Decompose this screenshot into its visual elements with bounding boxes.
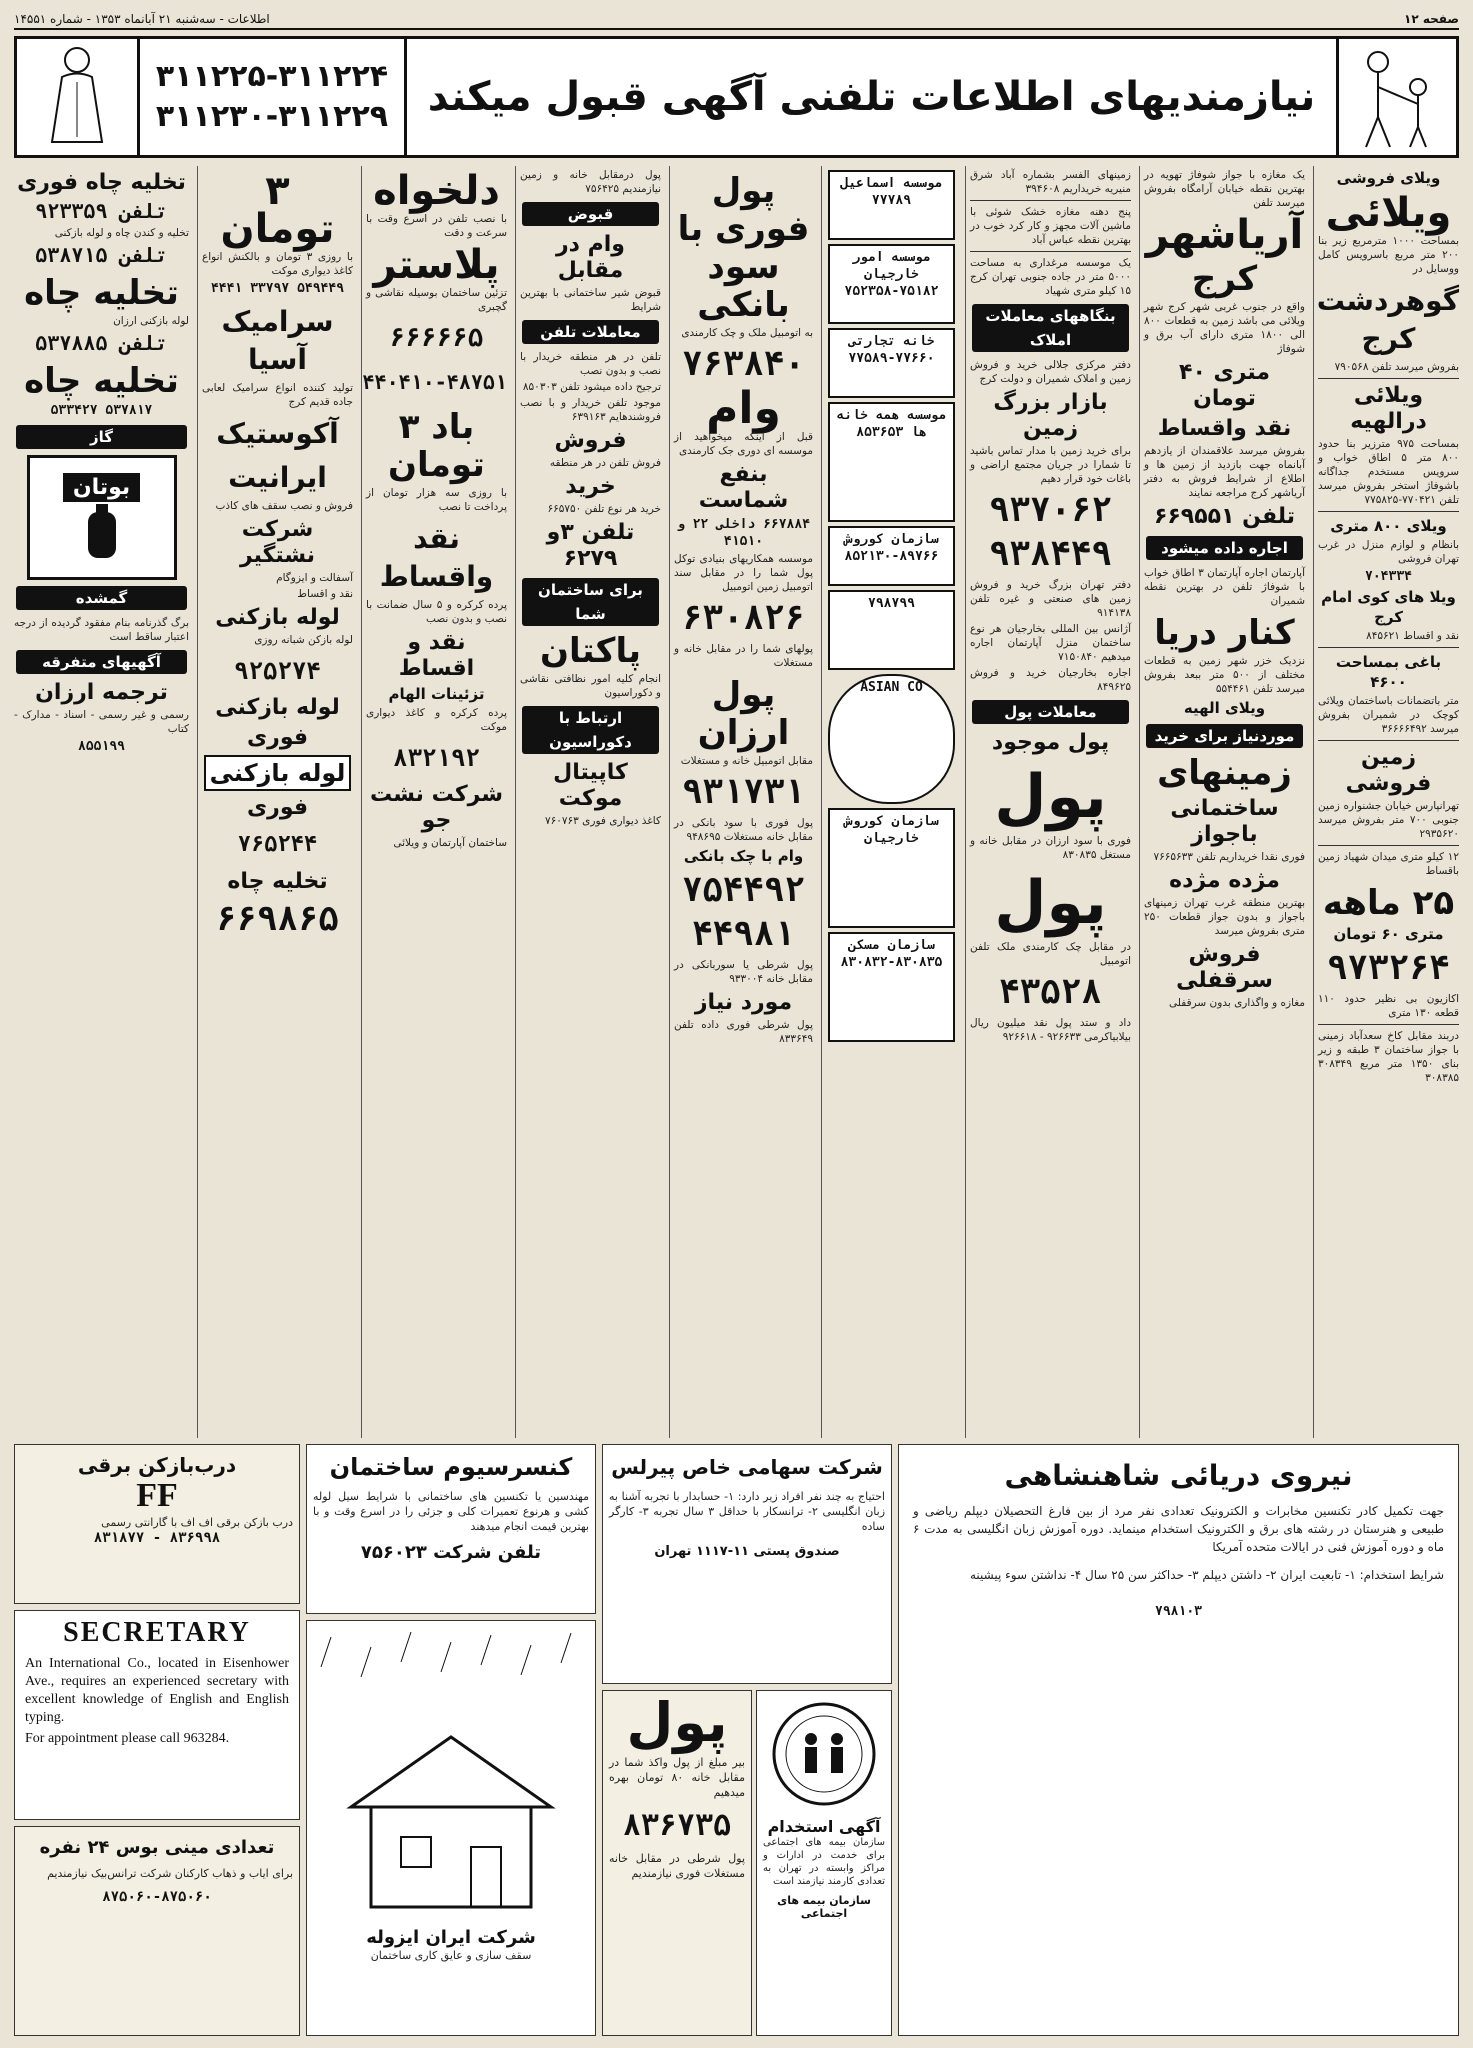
butane-gas-ad	[27, 455, 177, 580]
agency-ad: سازمان کوروش خارجیان	[828, 808, 955, 928]
ad-phone: ۸۳۶۹۹۸ - ۸۳۱۸۷۷	[93, 1530, 221, 1546]
ad-phone: ۸۷۵۰۶۰-۸۷۵۰۶۰	[102, 1889, 212, 1905]
ad-text: زمینهای الفسر بشماره آباد شرق منیریه خریداریم ۳۹۴۶۰۸	[970, 169, 1131, 195]
column-money	[669, 166, 817, 1438]
ad-heading: SECRETARY	[63, 1617, 251, 1648]
ad-phone-large: ۹۳۱۷۳۱	[682, 772, 805, 812]
ad-pierless	[602, 1444, 892, 1684]
ad-phone: ۶۶۷۸۸۴ داخلی ۲۲ و ۴۱۵۱۰	[676, 517, 811, 549]
ad-text: پول شرطی یا سوربانکی در مقابل خانه ۹۳۳۰۰۴	[674, 959, 813, 985]
ad-heading: گوهردشت کرج	[1316, 284, 1459, 355]
ad-heading: شرکت ایران ایزوله	[366, 1927, 536, 1948]
ad-text: فروش تلفن در هر منطقه	[549, 457, 661, 469]
ad-text: واقع در جنوب غربی شهر کرج شهر ویلائی می باشد زمین به قطعات ۸۰۰ الی ۱۸۰۰ متری دارای آب برق و شوفاژ	[1144, 301, 1305, 355]
ad-heading: ویلای فروشی	[1336, 169, 1441, 187]
ad-text: برای خرید زمین با مدار تماس باشید تا شمارا در جریان مجتمع اراضی و باغات خود قرار دهیم	[970, 445, 1131, 485]
ad-text: سازمان بیمه های اجتماعی برای خدمت در ادارات و مراکز وابسته در تهران به تعدادی کارمند نیازمند است	[763, 1837, 885, 1887]
ad-heading: تزئینات الهام	[388, 685, 485, 703]
ad-heading: درب‌بازکن برقی	[77, 1453, 237, 1477]
ad-phone-large: ۶۶۶۶۶۵	[389, 323, 484, 353]
ad-phone: تلفن ۵۳۷۸۸۵	[35, 331, 168, 355]
column-phones-loans	[515, 166, 665, 1438]
ad-heading: فروش	[554, 428, 627, 453]
ad-imperial-navy	[898, 1444, 1459, 2036]
ad-text: موسسه همکاریهای بنیادی توکل پول شما را در مقابل سند اتومبیل زمین اتومبیل	[674, 553, 813, 593]
ad-text: دفتر مرکزی جلالی خرید و فروش زمین و املاک شمیران و دولت کرج	[970, 359, 1131, 385]
ad-text: دفتر تهران بزرگ خرید و فروش زمین های صنعتی و غیره تلفن ۹۱۴۱۳۸	[970, 579, 1131, 619]
ad-text: سازمان بیمه های اجتماعی	[777, 1894, 871, 1920]
ad-text: صندوق پستی ۱۱-۱۱۱۷ تهران	[654, 1544, 840, 1559]
ad-text: مهندسین یا تکنسین های ساختمانی با شرایط سیل لوله کشی و هرنوع تعمیرات کلی و جزئی را در اسرع وقت و با بهترین قیمت انجام میدهند	[313, 1490, 589, 1533]
ad-heading: شرکت سهامی خاص پیرلس	[611, 1455, 883, 1479]
ad-heading: ویلای الهیه	[1183, 699, 1266, 717]
ad-text: اکازیون بی نظیر حدود ۱۱۰ قطعه ۱۳۰ متری	[1318, 993, 1459, 1019]
ad-phone-large: ۴۴۰۴۱۰-۴۸۷۵۱	[362, 370, 507, 394]
ad-text: پول شرطی در مقابل خانه مستغلات فوری نیازمندیم	[609, 1852, 745, 1880]
ad-heading: کنسرسیوم ساختمان	[329, 1453, 573, 1481]
ad-heading: پول	[626, 1691, 728, 1754]
ad-text: ساختمان آپارتمان و ویلائی	[393, 837, 507, 849]
dateline: اطلاعات - سه‌شنبه ۲۱ آبانماه ۱۳۵۳ - شماره ۱۴۵۵۱	[14, 12, 270, 26]
ad-heading: تعدادی مینی بوس ۲۴ نفره	[39, 1837, 275, 1858]
ad-text: بمساحت ۱۰۰۰ مترمربع زیر بنا ۲۰۰ متر مربع باسرویس کامل ووسایل در	[1318, 235, 1459, 275]
ad-text: تزئین ساختمان بوسیله نقاشی و گچبری	[366, 287, 507, 313]
ad-heading: فوری	[246, 795, 309, 820]
ad-heading: فوری	[246, 725, 309, 750]
ad-text: دربند مقابل کاخ سعدآباد زمینی با جواز ساختمان ۳ طبقه و زیر بنای ۱۳۵۰ متر مربع ۳۰۸۳۴۹ ۳۰۸۳۸۵	[1318, 1030, 1459, 1084]
page-number: صفحه ۱۲	[1404, 12, 1459, 26]
ad-heading: پول ارزان	[697, 675, 790, 753]
ad-heading: وام در مقابل	[556, 232, 625, 283]
ad-heading: شرکت نشتگیر	[239, 517, 316, 568]
ad-text: قبل از اینکه میخواهید از موسسه ای دوری جک کارمندی	[674, 431, 813, 457]
ad-phone-large: ۸۳۲۱۹۲	[393, 744, 480, 772]
section-header: معاملات تلفن	[522, 320, 659, 344]
ad-heading: لوله بازکنی	[204, 755, 351, 791]
section-header: قبوض	[522, 202, 659, 226]
ad-phone-large: ۷۶۵۲۴۴	[237, 832, 318, 857]
section-header: برای ساختمان شما	[522, 578, 659, 626]
page-header-line	[14, 10, 1459, 30]
column-decor	[361, 166, 511, 1438]
ad-text: یک مغازه با جواز شوفاژ تهویه در بهترین نقطه خیابان آرامگاه بفروش میرسد تلفن	[1144, 169, 1305, 209]
ad-heading: تلفن ۳و ۶۲۷۹	[546, 520, 635, 571]
ad-text: بیر مبلغ از پول واکذ شما در مقابل خانه ۸۰ تومان بهره میدهیم	[609, 1756, 745, 1799]
ad-phone: تلفن ۹۲۳۳۵۹	[35, 199, 168, 223]
ad-text: فوری نقدا خریداریم تلفن ۷۶۶۵۶۳۳	[1153, 851, 1305, 863]
column-land	[965, 166, 1135, 1438]
ad-text: متر باتضمانات باساختمان ویلائی کوچک در شمیران بفروش میرسد ۳۶۶۶۶۴۹۲	[1318, 695, 1459, 735]
banner-phone-1: ۳۱۱۲۲۵-۳۱۱۲۲۴	[155, 59, 389, 94]
ad-text: پول درمقابل خانه و زمین نیازمندیم ۷۵۶۴۲۵	[520, 169, 661, 195]
ad-heading: آریاشهر	[1145, 212, 1304, 258]
ad-heading: ترجمه ارزان	[35, 680, 168, 705]
banner-title: نیازمندیهای اطلاعات تلفنی آگهی قبول میکند	[427, 74, 1316, 120]
ad-text: جهت تکمیل کادر تکنسین مخابرات و الکترونیک تعدادی نفر مرد از بین فارغ التحصیلان دیپلم ریاضی و طبیعی و هنرستان در رشته های برق و الکترونیک استخدام مینماید. دوره آموزش زبان انگلیسی به مدت ۶ ماه و دوره آموزش فنی در ایالات متحده آمریکا	[913, 1504, 1444, 1554]
ad-door-opener	[14, 1444, 300, 1604]
ad-text: پرده کرکره و کاغذ دیواری موکت	[366, 707, 507, 733]
ad-phone: ۸۵۵۱۹۹	[78, 739, 125, 754]
ad-text: داد و ستد پول نقد میلیون ریال بیلابیاکرمی ۹۲۶۶۳۳ - ۹۲۶۶۱۸	[970, 1017, 1131, 1043]
ad-text: شرایط استخدام: ۱- تابعیت ایران ۲- داشتن دیپلم ۳- حداکثر سن ۲۵ سال ۴- نداشتن سوء پیشینه	[969, 1568, 1444, 1582]
ad-heading: کنار دریا	[1154, 613, 1295, 653]
ad-phone: ۵۳۷۸۱۷ ۵۳۳۴۲۷	[50, 403, 153, 418]
gas-brand: بوتان	[63, 473, 140, 502]
ad-phone: تلفن ۵۳۸۷۱۵	[35, 243, 168, 267]
ad-text: An International Co., located in Eisenhower Ave., requires an experienced secretary with excellent knowledge of English and English typing.	[25, 1656, 289, 1725]
ad-phone-large: ۹۳۷۰۶۲	[989, 490, 1112, 530]
ad-text: پول شرطی فوری داده تلفن ۸۳۳۶۴۹	[674, 1019, 813, 1045]
ad-text: تخلیه و کندن چاه و لوله بازکنی	[54, 227, 189, 239]
ad-secretary	[14, 1610, 300, 1820]
ad-text: بفروش میرسد علاقمندان از یازدهم آبانماه جهت بازدید از زمین ها و اطلاع از شرایط فروش به دفتر آریاشهر کرج مراجعه نمایند	[1144, 445, 1305, 499]
section-header: گمشده	[16, 586, 187, 610]
ad-text: به اتومبیل ملک و چک کارمندی	[681, 327, 813, 339]
ad-phone-large: ۴۳۵۲۸	[999, 972, 1102, 1012]
ad-text: نقد و اقساط ۸۴۵۶۲۱	[1366, 630, 1459, 642]
ad-text: ۱۲ کیلو متری میدان شهیاد زمین باقساط	[1318, 851, 1459, 877]
agency-ad: ASIAN CO	[828, 674, 955, 804]
ad-heading: آگهی استخدام	[767, 1817, 881, 1836]
ad-text: پول فوری با سود بانکی در مقابل خانه مستغلات ۹۴۸۶۹۵	[674, 817, 813, 843]
ad-text: با روزی ۳ تومان و بالکنش انواع کاغذ دیواری موکت	[202, 251, 353, 277]
ad-heading: دلخواه	[373, 168, 500, 214]
ad-consortium	[306, 1444, 596, 1614]
ad-loan	[602, 1690, 752, 2036]
ad-phone-large: ۴۴۹۸۱	[692, 914, 795, 954]
ad-text: با نصب تلفن در اسرع وقت با سرعت و دقت	[366, 213, 507, 239]
section-header: ارتباط با دکوراسیون	[522, 706, 659, 754]
ad-heading: ساختمانی باجواز	[1170, 796, 1279, 847]
ad-heading: ویلا های کوی امام کرج	[1321, 588, 1456, 626]
ad-text: بمساحت ۹۷۵ مترزیر بنا حدود ۸۰۰ متر ۵ اطاق خواب و سرویس مستخدم جداگانه باشوفاژ استخر بفروش میرسد تلفن ۷۷۰۴۲۱-۷۷۵۸۲۵	[1318, 438, 1460, 506]
ad-text: سقف سازی و عایق کاری ساختمان	[370, 1949, 532, 1962]
ad-heading: باد ۳ تومان	[388, 407, 485, 485]
ad-text: تلفن در هر منطقه خریدار با نصب و بدون نصب	[520, 351, 661, 377]
agency-ad: خانه تجارتی ۷۷۶۶۰-۷۷۵۸۹	[828, 328, 955, 398]
ad-text: نقد و اقساط	[297, 588, 353, 600]
ad-text: احتیاج به چند نفر افراد زیر دارد: ۱- حسابدار با تجربه آشنا به زبان انگلیسی ۲- ترانسکار با حداقل ۳ سال تجربه ۳- کارگر ساده	[609, 1490, 885, 1533]
ad-heading: مورد نیاز	[694, 990, 793, 1015]
ad-text: مغازه و واگذاری بدون سرقفلی	[1169, 997, 1305, 1009]
ad-heading: پول موجود	[991, 730, 1110, 755]
ad-phone: ۷۰۴۳۳۴	[1365, 569, 1412, 584]
ad-text: لوله بازکن شبانه روزی	[254, 634, 353, 646]
ad-heading: پول	[994, 868, 1107, 938]
ad-heading: آکوستیک	[216, 417, 339, 450]
ad-heading: زمین فروشی	[1345, 745, 1432, 796]
ad-text: انجام کلیه امور نظافتی نقاشی و دکوراسیون	[520, 673, 661, 699]
agency-ad: موسسه اسماعیل ۷۷۷۸۹	[828, 170, 955, 240]
ad-text: آژانس بین المللی بخارجیان هر نوع ساختمان منزل آپارتمان اجاره میدهیم ۷۱۵۰۸۴۰	[970, 623, 1131, 663]
ad-text: قبوض شیر ساختمانی با بهترین شرایط	[520, 287, 661, 313]
ad-text: کاغذ دیواری فوری ۷۶۰۷۶۳	[544, 815, 661, 827]
gas-cylinder-icon	[82, 502, 122, 562]
brand-logo: FF	[136, 1477, 178, 1514]
ad-heading: ویلای ۸۰۰ متری	[1330, 517, 1447, 535]
ad-heading: نقد و اقساط	[398, 630, 475, 681]
ad-text: تهرانپارس خیابان جشنواره زمین جنوبی ۷۰۰ متر بفروش میرسد ۲۹۳۵۶۲۰	[1318, 800, 1459, 840]
agency-ad: موسسه امور خارجیان ۷۵۱۸۲-۷۵۲۳۵۸	[828, 244, 955, 324]
ad-heading: بازار بزرگ زمین	[993, 390, 1108, 441]
ad-phone-large: ۶۳۰۸۲۶	[682, 598, 805, 638]
agency-ad: ۷۹۸۷۹۹	[828, 590, 955, 670]
ad-text: پنج دهنه مغازه خشک شوئی با ماشین آلات مجهز و کار کرد خوب در بهترین نقطه عباس آباد	[970, 206, 1131, 246]
ad-text: نزدیک خزر شهر زمین به قطعات مختلف از ۵۰۰ متر ببعد بفروش میرسد تلفن ۵۵۴۴۶۱	[1144, 655, 1305, 695]
ad-heading: باغی بمساحت ۴۶۰۰	[1335, 653, 1442, 691]
ad-text: لوله بازکنی ارزان	[113, 315, 189, 327]
ad-phone: ۵۴۹۴۴۹ ۳۳۷۹۷ ۴۴۴۱	[210, 281, 345, 296]
ad-heading: پول فوری با سود بانکی	[677, 171, 810, 325]
section-header: گاز	[16, 425, 187, 449]
ad-heading: مژده مژده	[1169, 868, 1280, 893]
banner-phones	[137, 39, 407, 155]
ad-text: برای ایاب و ذهاب کارکنان شرکت ترانس‌بیک نیازمندیم	[47, 1867, 293, 1880]
ad-heading: وام با چک بانکی	[683, 847, 804, 865]
ad-text: یک موسسه مرغداری به مساحت ۵۰۰۰ متر در جاده جنوبی تهران کرج ۱۵ کیلو متری شهیاد	[970, 257, 1131, 297]
ad-heading: تخلیه چاه فوری	[17, 170, 186, 195]
classifieds-banner	[14, 36, 1459, 158]
ad-phone: تلفن شرکت ۷۵۶۰۲۳	[360, 1542, 542, 1563]
ad-heading: تخلیه چاه	[24, 273, 179, 313]
ad-heading: وام	[706, 383, 781, 434]
ad-text: بهترین منطقه غرب تهران زمینهای باجواز و بدون جواز قطعات ۲۵۰ متری بفروش میرسد	[1144, 897, 1305, 937]
ad-heading: ویلائی	[1325, 190, 1452, 236]
ad-text: موجود تلفن خریدار و با نصب فروشندهایم ۶۳۹۱۶۳	[520, 397, 661, 423]
ad-heading: لوله بازکنی	[215, 695, 340, 720]
ad-heading: پول	[994, 762, 1107, 832]
ad-heading: متری ۴۰ تومان	[1179, 360, 1270, 411]
ad-text: تولید کننده انواع سرامیک لعابی جاده قدیم کرج	[202, 382, 353, 408]
ad-phone: ۷۹۸۱۰۳	[1155, 1604, 1202, 1619]
ad-text: فروش و نصب سقف های کاذب	[215, 500, 353, 512]
ad-heading: تخلیه چاه	[24, 361, 179, 401]
ad-heading: نیروی دریائی شاهنشاهی	[1004, 1459, 1353, 1492]
column-wells	[10, 166, 193, 1438]
ad-heading: متری ۶۰ تومان	[1333, 925, 1444, 943]
column-agencies	[821, 166, 961, 1438]
ad-text: پولهای شما را در مقابل خانه و مستغلات	[674, 643, 813, 669]
house-rain-icon	[311, 1627, 591, 1927]
agency-ad: سازمان کوروش ۸۹۷۶۶-۸۵۲۱۳۰	[828, 526, 955, 586]
ad-text: در مقابل چک کارمندی ملک تلفن اتومبیل	[970, 941, 1131, 967]
ad-heading: نقد واقساط	[379, 522, 494, 593]
ad-text: برگ گذرنامه بنام مفقود گردیده از درجه اعتبار ساقط است	[14, 617, 189, 643]
ad-heading: فروش سرقفلی	[1176, 942, 1273, 993]
ad-text: آسفالت و ایزوگام	[276, 572, 353, 584]
ad-heading: ۳ تومان	[220, 168, 335, 252]
family-figure-icon	[1336, 39, 1456, 155]
ad-text: خرید هر نوع تلفن ۶۶۵۷۵۰	[547, 503, 661, 515]
ad-text: رسمی و غیر رسمی - اسناد - مدارک - کتاب	[14, 709, 189, 735]
ad-heading: نقد واقساط	[1157, 416, 1292, 441]
ad-heading: زمینهای	[1157, 753, 1292, 793]
ad-text: پرده کرکره و ۵ سال ضمانت با نصب و بدون نصب	[366, 599, 507, 625]
banner-phone-2: ۳۱۱۲۳۰-۳۱۱۲۲۹	[155, 99, 389, 134]
ad-text: اجاره بخارجیان خرید و فروش ۸۴۹۶۲۵	[970, 667, 1131, 693]
ad-heading: لوله بازکنی	[215, 605, 340, 630]
ad-text: آپارتمان اجاره آپارتمان ۳ اطاق خواب با شوفاژ تلفن در بهترین نقطه شمیران	[1144, 567, 1305, 607]
ad-heading: کاپیتال موکت	[553, 760, 628, 811]
ad-phone-large: ۹۷۳۲۶۴	[1327, 948, 1450, 988]
ad-minibus	[14, 1826, 300, 2036]
ad-phone-large: ۷۶۳۸۴۰	[682, 344, 805, 384]
ad-phone-large: ۶۶۹۸۶۵	[216, 899, 339, 939]
woman-figure-icon	[17, 39, 137, 155]
ad-heading: تخلیه چاه	[227, 869, 328, 894]
ad-heading: خرید	[565, 474, 616, 499]
column-services	[197, 166, 357, 1438]
ad-phone-large: ۹۳۸۴۴۹	[989, 534, 1112, 574]
section-header: اجاره داده میشود	[1146, 536, 1303, 560]
ad-phone-large: ۷۵۴۴۹۲	[682, 870, 805, 910]
ad-text: با روزی سه هزار تومان از پرداخت تا نصب	[366, 487, 507, 513]
ad-heading: ویلائی درالهیه	[1350, 383, 1427, 434]
section-header: بنگاههای معاملات املاک	[972, 304, 1129, 352]
ad-heading: پلاستر	[373, 242, 500, 288]
ad-heading: شرکت نشت جو	[370, 782, 503, 833]
column-villas	[1313, 166, 1463, 1438]
ad-phone-large: ۸۳۶۷۳۵	[622, 1808, 732, 1843]
ad-text: بفروش میرسد تلفن ۷۹۰۵۶۸	[1334, 361, 1459, 373]
ad-text: فوری با سود ارزان در مقابل خانه و مستغل ۸۳۰۸۳۵	[970, 835, 1131, 861]
agency-ad: موسسه همه خانه ها ۸۵۳۶۵۳	[828, 402, 955, 522]
ad-heading: ایرانیت	[228, 461, 327, 494]
insurance-emblem-icon	[769, 1699, 879, 1809]
section-header: موردنیاز برای خرید	[1146, 724, 1303, 748]
ad-heading: پاکتان	[540, 631, 641, 671]
section-header: معاملات پول	[972, 700, 1129, 724]
ad-phone-large: ۹۲۵۲۷۴	[234, 657, 321, 685]
ad-text: ترجیح داده میشود تلفن ۸۵۰۳۰۳	[522, 381, 661, 393]
ad-text: بانظام و لوازم منزل در غرب تهران فروشی	[1318, 539, 1459, 565]
ad-heading: ۲۵ ماهه	[1322, 883, 1455, 923]
ad-text: مقابل اتومبیل خانه و مستغلات	[680, 755, 813, 767]
ad-heading: بنفع شماست	[698, 462, 789, 513]
ad-text: درب بازکن برقی اف اف با گارانتی رسمی	[101, 1516, 293, 1529]
ad-text: For appointment please call 963284.	[25, 1731, 230, 1746]
ad-heading: تلفن ۶۶۹۵۵۱	[1153, 504, 1296, 529]
ad-isolation	[306, 1620, 596, 2036]
agency-ad: سازمان مسکن ۸۳۰۸۳۵-۸۳۰۸۳۲	[828, 932, 955, 1042]
section-header: آگهیهای متفرقه	[16, 650, 187, 674]
ad-heading: کرج	[1191, 259, 1258, 299]
column-aryashahr	[1139, 166, 1309, 1438]
ad-social-insurance	[756, 1690, 892, 2036]
ad-heading: سرامیک آسیا	[221, 305, 334, 376]
